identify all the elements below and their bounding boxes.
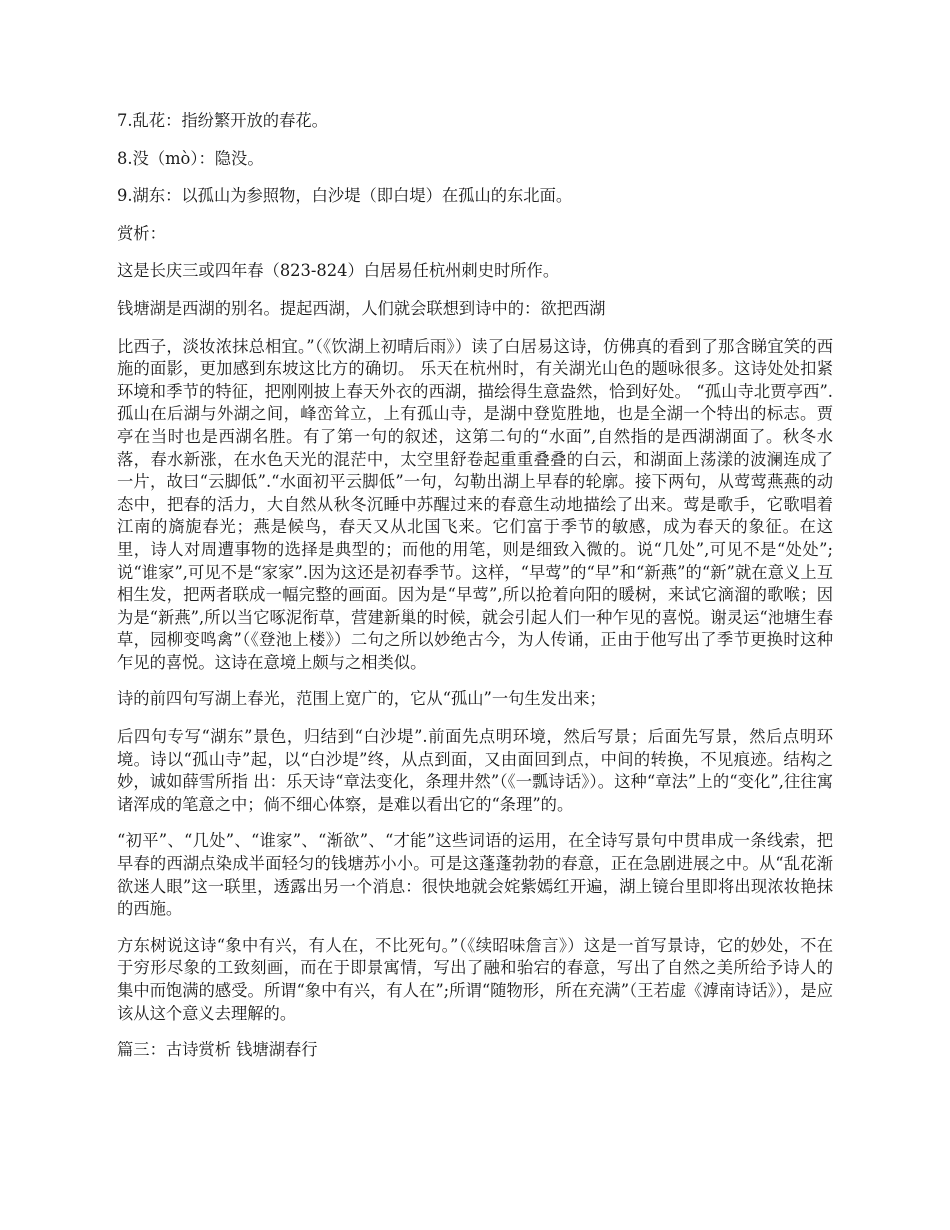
analysis-paragraph-main: 比西子，淡妆浓抹总相宜。”（《饮湖上初晴后雨》）读了白居易这诗，仿佛真的看到了那含睇宜笑的西施的面影，更加感到东坡这比方的确切。 乐天在杭州时，有关湖光山色的题咏很多。这诗处处扣紧环境和季节的特征，把刚刚披上春天外衣的西湖，描绘得生意盎然，恰到好处。 “孤山寺北贾亭西”.孤山在后湖与外湖之间，峰峦耸立，上有孤山寺，是湖中登览胜地，也是全湖一个特出的标志。贾亭在当时也是西湖名胜。有了第一句的叙述，这第二句的“水面”,自然指的是西湖湖面了。秋冬水落，春水新涨，在水色天光的混茫中，太空里舒卷起重重叠叠的白云，和湖面上荡漾的波澜连成了一片，故曰“云脚低”.“水面初平云脚低”一句，勾勒出湖上早春的轮廓。接下两句，从莺莺燕燕的动态中，把春的活力，大自然从秋冬沉睡中苏醒过来的春意生动地描绘了出来。莺是歌手，它歌唱着江南的旖旎春光；燕是候鸟，春天又从北国飞来。它们富于季节的敏感，成为春天的象征。在这里，诗人对周遭事物的选择是典型的；而他的用笔，则是细致入微的。说“几处”,可见不是“处处”;说“谁家”,可见不是“家家”.因为这还是初春季节。这样，“早莺”的“早”和“新燕”的“新”就在意义上互相生发，把两者联成一幅完整的画面。因为是“早莺”,所以抢着向阳的暖树，来试它滴溜的歌喉；因为是“新燕”,所以当它啄泥衔草，营建新巢的时候，就会引起人们一种乍见的喜悦。谢灵运“池塘生春草，园柳变鸣禽”（《登池上楼》）二句之所以妙绝古今，为人传诵，正由于他写出了季节更换时这种乍见的喜悦。这诗在意境上颇与之相类似。 xyxy=(117,336,833,672)
alias-paragraph: 钱塘湖是西湖的别名。提起西湖，人们就会联想到诗中的：欲把西湖 xyxy=(117,298,606,318)
analysis-paragraph-fang: 方东树说这诗“象中有兴，有人在，不比死句。”（《续昭味詹言》）这是一首写景诗，它的妙处，不在于穷形尽象的工致刻画，而在于即景寓情，写出了融和骀宕的春意，写出了自然之美所给予诗人的集中而饱满的感受。所谓“象中有兴，有人在”;所谓“随物形，所在充满”（王若虚《滹南诗话》），是应该从这个意义去理解的。 xyxy=(117,935,833,1023)
note-7: 7.乱花：指纷繁开放的春花。 xyxy=(117,111,328,130)
analysis-paragraph-first-four: 诗的前四句写湖上春光，范围上宽广的，它从“孤山”一句生发出来； xyxy=(117,689,606,709)
note-9: 9.湖东：以孤山为参照物，白沙堤（即白堤）在孤山的东北面。 xyxy=(117,186,573,206)
appreciation-heading: 赏析： xyxy=(117,223,166,243)
intro-paragraph: 这是长庆三或四年春（823-824）白居易任杭州刺史时所作。 xyxy=(117,261,560,281)
analysis-paragraph-words: “初平”、“几处”、“谁家”、“渐欲”、“才能”这些词语的运用，在全诗写景句中贯串成一条线索，把早春的西湖点染成半面轻匀的钱塘苏小小。可是这蓬蓬勃勃的春意，正在急剧进展之中。从“乱花渐欲迷人眼”这一联里，透露出另一个消息：很快地就会姹紫嫣红开遍，湖上镜台里即将出现浓妆艳抹的西施。 xyxy=(117,831,833,919)
analysis-paragraph-last-four: 后四句专写“湖东”景色，归结到“白沙堤”.前面先点明环境，然后写景；后面先写景，然后点明环境。诗以“孤山寺”起，以“白沙堤”终，从点到面，又由面回到点，中间的转换，不见痕迹。结构之妙，诚如薛雪所指 出：乐天诗“章法变化，条理井然”（《一瓢诗话》）。这种“章法”上的“变化”,往往寓诸浑成的笔意之中；倘不细心体察，是难以看出它的“条理”的。 xyxy=(117,727,833,814)
section-heading: 篇三：古诗赏析 钱塘湖春行 xyxy=(117,1040,318,1060)
document-page xyxy=(117,110,833,1077)
note-8: 8.没（mò）：隐没。 xyxy=(117,148,264,168)
